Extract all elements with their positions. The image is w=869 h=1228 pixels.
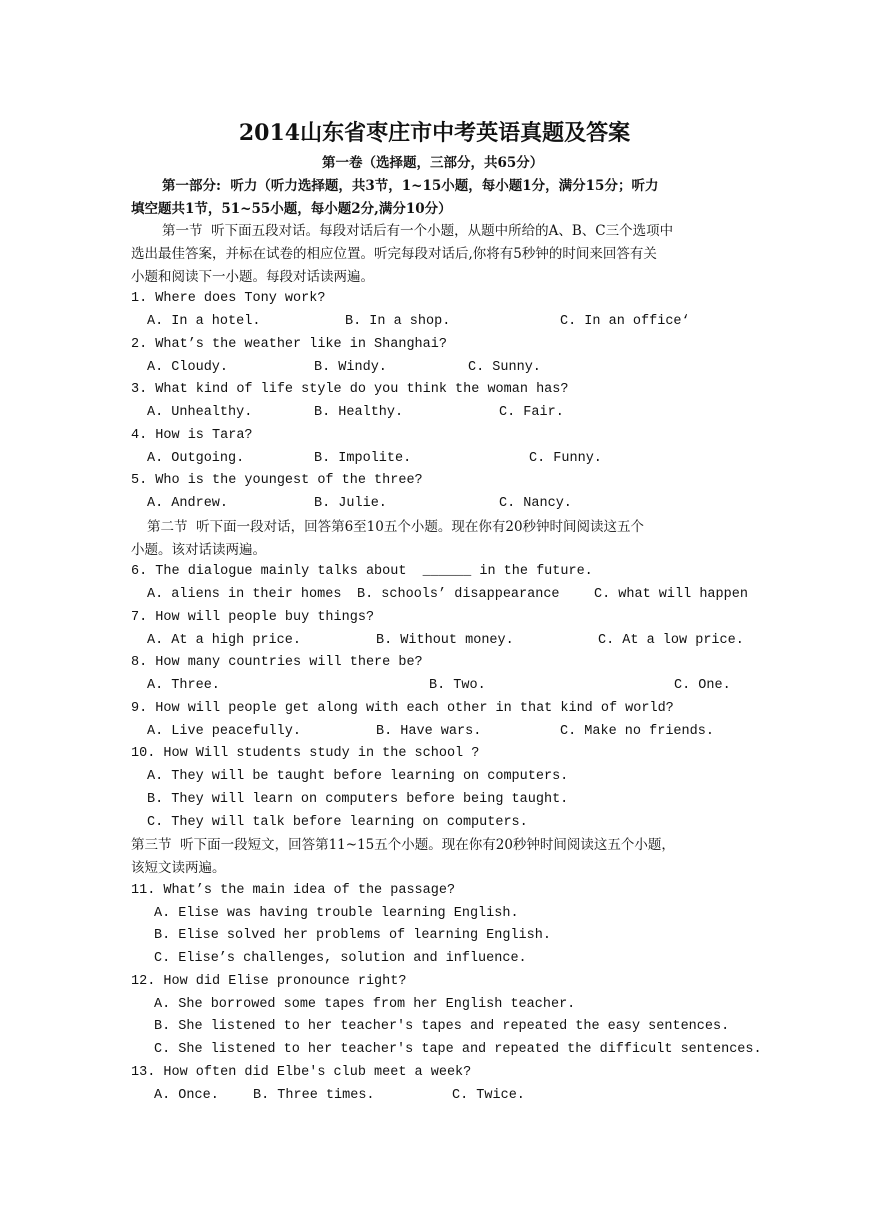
q13-option-a: A. Once.: [154, 1088, 219, 1103]
q2-option-b: B. Windy.: [314, 360, 387, 375]
q1-option-a: A. In a hotel.: [147, 314, 261, 329]
q8-option-a: A. Three.: [147, 678, 220, 693]
question-11: 11. What’s the main idea of the passage?: [131, 883, 456, 898]
question-1: 1. Where does Tony work?: [131, 291, 326, 306]
q1-option-c: C. In an office‘: [560, 314, 690, 329]
q6-option-b: B. schools’ disappearance: [357, 587, 560, 602]
question-2: 2. What’s the weather like in Shanghai?: [131, 337, 447, 352]
q2-option-c: C. Sunny.: [468, 360, 541, 375]
q13-option-b: B. Three times.: [253, 1088, 375, 1103]
q4-option-c: C. Funny.: [529, 451, 602, 466]
q3-option-c: C. Fair.: [499, 405, 564, 420]
q10-option-b: B. They will learn on computers before being taught.: [147, 792, 569, 807]
q9-option-c: C. Make no friends.: [560, 724, 714, 739]
q7-option-c: C. At a low price.: [598, 633, 744, 648]
q6-option-c: C. what will happen: [594, 587, 748, 602]
q6-option-a: A. aliens in their homes: [147, 587, 342, 602]
document-title: 2014山东省枣庄市中考英语真题及答案: [238, 120, 631, 146]
question-7: 7. How will people buy things?: [131, 610, 375, 625]
question-13: 13. How often did Elbe's club meet a week?: [131, 1065, 472, 1080]
question-6: 6. The dialogue mainly talks about ______ in the future.: [131, 564, 593, 579]
q2-option-a: A. Cloudy.: [147, 360, 229, 375]
q3-option-b: B. Healthy.: [314, 405, 404, 420]
q5-option-c: C. Nancy.: [499, 496, 572, 511]
section3-instructions-line1: 第三节 听下面一段短文，回答第11~15五个小题。现在你有20秒钟时间阅读这五个小题，: [131, 837, 675, 853]
q12-option-a: A. She borrowed some tapes from her English teacher.: [154, 997, 576, 1012]
q8-option-c: C. One.: [674, 678, 731, 693]
q11-option-b: B. Elise solved her problems of learning English.: [154, 928, 551, 943]
q11-option-a: A. Elise was having trouble learning English.: [154, 906, 519, 921]
q7-option-b: B. Without money.: [376, 633, 514, 648]
q7-option-a: A. At a high price.: [147, 633, 301, 648]
q5-option-a: A. Andrew.: [147, 496, 229, 511]
question-10: 10. How Will students study in the school ?: [131, 746, 480, 761]
q10-option-a: A. They will be taught before learning on computers.: [147, 769, 569, 784]
q12-option-c: C. She listened to her teacher's tape and repeated the difficult sentences.: [154, 1042, 762, 1057]
part1-heading-line2: 填空题共1节，51~55小题，每小题2分,满分10分）: [131, 201, 452, 217]
q4-option-b: B. Impolite.: [314, 451, 412, 466]
question-12: 12. How did Elise pronounce right?: [131, 974, 407, 989]
question-8: 8. How many countries will there be?: [131, 655, 423, 670]
q1-option-b: B. In a shop.: [345, 314, 451, 329]
section2-instructions-line2: 小题。该对话读两遍。: [131, 542, 266, 558]
question-5: 5. Who is the youngest of the three?: [131, 473, 423, 488]
section2-instructions-line1: 第二节 听下面一段对话，回答第6至10五个小题。现在你有20秒钟时间阅读这五个: [147, 519, 645, 535]
q10-option-c: C. They will talk before learning on computers.: [147, 815, 528, 830]
section1-instructions-line3: 小题和阅读下一小题。每段对话读两遍。: [131, 269, 374, 285]
q9-option-a: A. Live peacefully.: [147, 724, 301, 739]
q12-option-b: B. She listened to her teacher's tapes and repeated the easy sentences.: [154, 1019, 730, 1034]
section1-instructions-line2: 选出最佳答案，并标在试卷的相应位置。听完每段对话后,你将有5秒钟的时间来回答有关: [131, 246, 657, 262]
section3-instructions-line2: 该短文读两遍。: [131, 860, 226, 876]
question-4: 4. How is Tara?: [131, 428, 253, 443]
question-9: 9. How will people get along with each other in that kind of world?: [131, 701, 674, 716]
q11-option-c: C. Elise’s challenges, solution and influence.: [154, 951, 527, 966]
q3-option-a: A. Unhealthy.: [147, 405, 253, 420]
q9-option-b: B. Have wars.: [376, 724, 482, 739]
q8-option-b: B. Two.: [429, 678, 486, 693]
question-3: 3. What kind of life style do you think the woman has?: [131, 382, 569, 397]
volume-heading: 第一卷（选择题，三部分，共65分）: [322, 155, 544, 171]
part1-heading-line1: 第一部分: 听力（听力选择题，共3节，1~15小题，每小题1分，满分15分；听力: [162, 178, 659, 194]
section1-instructions-line1: 第一节 听下面五段对话。每段对话后有一个小题，从题中所给的A、B、C三个选项中: [162, 223, 674, 239]
q5-option-b: B. Julie.: [314, 496, 387, 511]
q13-option-c: C. Twice.: [452, 1088, 525, 1103]
q4-option-a: A. Outgoing.: [147, 451, 245, 466]
